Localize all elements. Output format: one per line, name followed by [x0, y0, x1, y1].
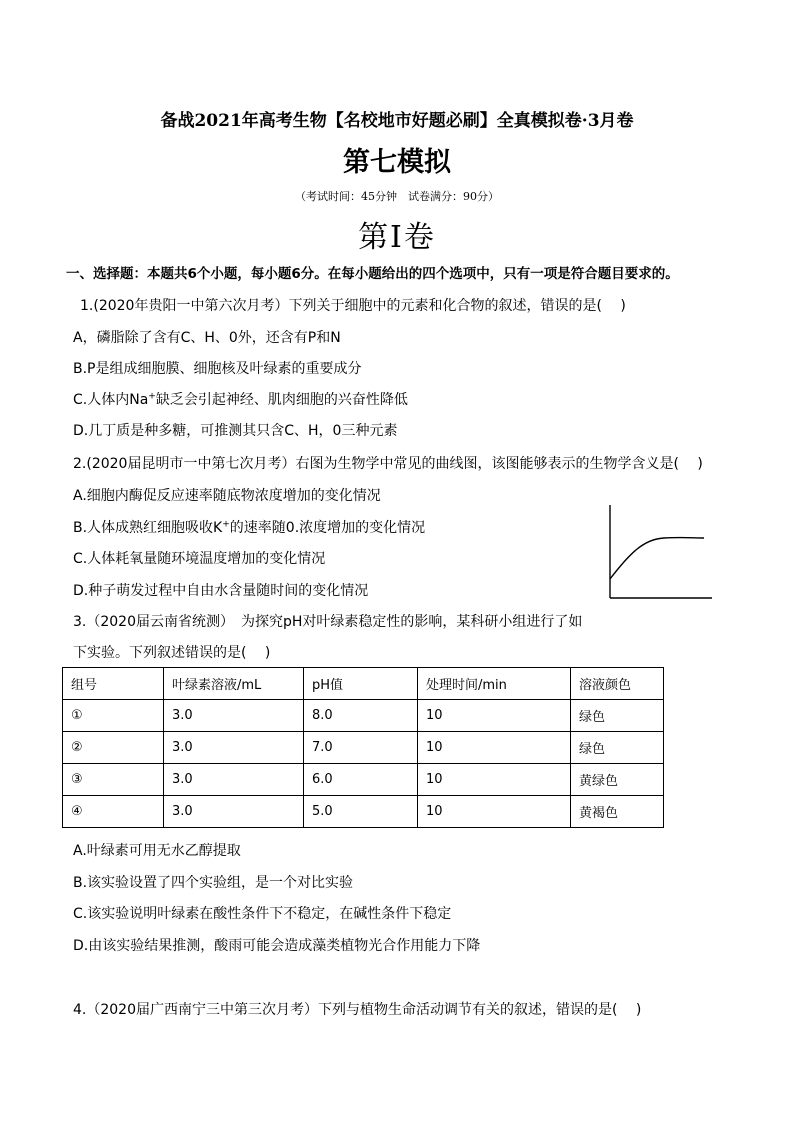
table-cell: 黄绿色 [571, 764, 664, 796]
table-cell: 绿色 [571, 700, 664, 732]
table-cell: 7.0 [304, 732, 418, 764]
q1-stem: 1.(2020年贵阳一中第六次月考）下列关于细胞中的元素和化合物的叙述，错误的是( ) [80, 298, 626, 314]
table-cell: 10 [418, 732, 571, 764]
table-cell: 3.0 [164, 796, 304, 828]
saturation-curve-graph [604, 503, 716, 603]
q1-option-d: D.几丁质是种多糖，可推测其只含C、H，0三种元素 [73, 423, 398, 439]
table-cell: 3.0 [164, 732, 304, 764]
main-title: 第七模拟 [343, 147, 451, 178]
table-header-cell: pH值 [304, 668, 418, 700]
table-cell: 5.0 [304, 796, 418, 828]
q2-stem: 2.(2020届昆明市一中第七次月考）右图为生物学中常见的曲线图，该图能够表示的生物学含义是( ) [73, 456, 703, 472]
table-header-cell: 处理时间/min [418, 668, 571, 700]
q3-option-a: A.叶绿素可用无水乙醇提取 [73, 843, 241, 859]
q3-data-table [62, 667, 664, 828]
graph-curve [610, 538, 704, 579]
table-cell: ② [63, 732, 164, 764]
table-cell: ③ [63, 764, 164, 796]
q1-option-c: C.人体内Na+缺乏会引起神经、肌肉细胞的兴奋性降低 [73, 391, 408, 408]
table-header-row [63, 668, 664, 700]
table-cell: 10 [418, 764, 571, 796]
table-cell: 3.0 [164, 764, 304, 796]
table-cell: 绿色 [571, 732, 664, 764]
volume-heading: 第Ⅰ卷 [358, 220, 436, 255]
q1-option-b: B.P是组成细胞膜、细胞核及叶绿素的重要成分 [73, 361, 362, 377]
exam-info: （考试时间：45分钟 试卷满分：90分） [295, 190, 499, 203]
q2-option-a: A.细胞内酶促反应速率随底物浓度增加的变化情况 [73, 488, 381, 504]
section-instructions: 一、选择题：本题共6个小题，每小题6分。在每小题给出的四个选项中，只有一项是符合题目要求的。 [66, 266, 679, 282]
table-cell: 8.0 [304, 700, 418, 732]
series-title: 备战2021年高考生物【名校地市好题必刷】全真模拟卷·3月卷 [160, 111, 634, 131]
table-row [63, 764, 664, 796]
table-header-cell: 叶绿素溶液/mL [164, 668, 304, 700]
table-cell: 黄褐色 [571, 796, 664, 828]
table-cell: ① [63, 700, 164, 732]
table-cell: 10 [418, 700, 571, 732]
table-row [63, 700, 664, 732]
q4-stem: 4.（2020届广西南宁三中第三次月考）下列与植物生命活动调节有关的叙述，错误的是( ) [73, 1002, 642, 1018]
q2-option-d: D.种子萌发过程中自由水含量随时间的变化情况 [73, 583, 369, 599]
q2-option-b: B.人体成熟红细胞吸收K+的速率随0.浓度增加的变化情况 [73, 519, 426, 536]
q3-stem-line1: 3.（2020届云南省统测） 为探究pH对叶绿素稳定性的影响，某科研小组进行了如 [73, 614, 583, 630]
table-row [63, 796, 664, 828]
table-header-cell: 组号 [63, 668, 164, 700]
table-cell: 3.0 [164, 700, 304, 732]
table-row [63, 732, 664, 764]
table-cell: 6.0 [304, 764, 418, 796]
q3-option-d: D.由该实验结果推测，酸雨可能会造成藻类植物光合作用能力下降 [73, 938, 481, 954]
q2-option-c: C.人体耗氧量随环境温度增加的变化情况 [73, 551, 326, 567]
table-header-cell: 溶液颜色 [571, 668, 664, 700]
q3-option-b: B.该实验设置了四个实验组，是一个对比实验 [73, 875, 354, 891]
q3-stem-line2: 下实验。下列叙述错误的是( ) [73, 645, 271, 661]
table-cell: 10 [418, 796, 571, 828]
q3-option-c: C.该实验说明叶绿素在酸性条件下不稳定，在碱性条件下稳定 [73, 906, 452, 922]
q1-option-a: A，磷脂除了含有C、H、0外，还含有P和N [73, 330, 341, 346]
table-cell: ④ [63, 796, 164, 828]
